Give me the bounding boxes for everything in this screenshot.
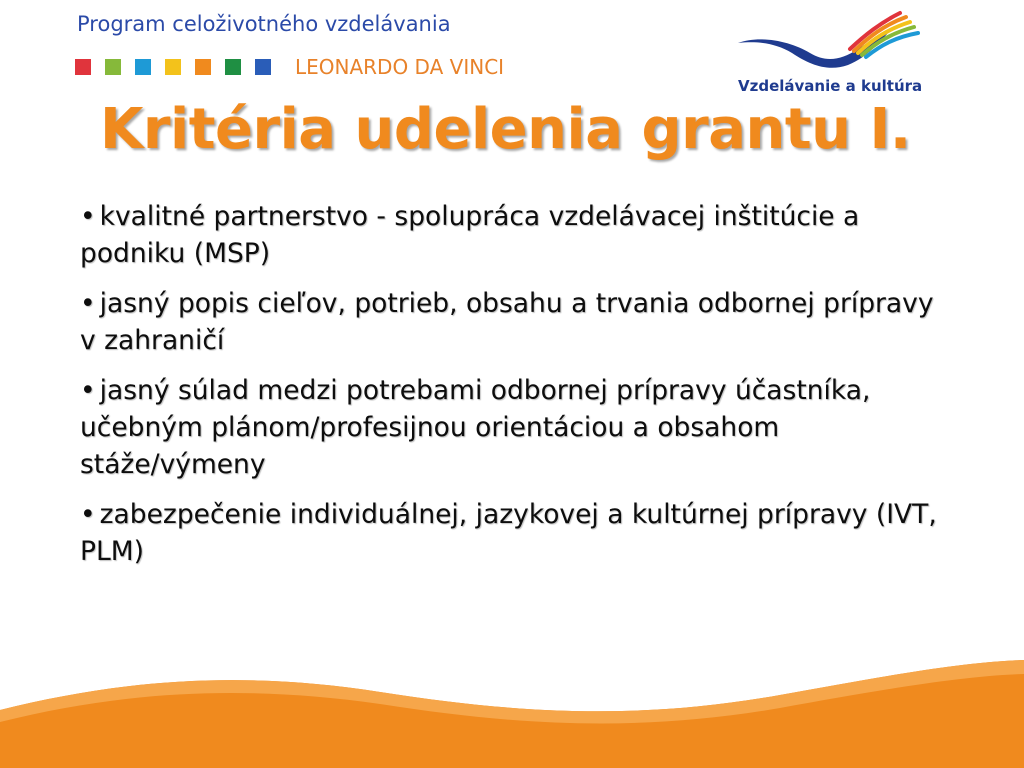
color-square — [105, 59, 121, 75]
bullet-list — [80, 198, 940, 583]
bullet-mark: • — [80, 499, 96, 530]
program-subtitle: LEONARDO DA VINCI — [295, 55, 505, 79]
bullet-text: kvalitné partnerstvo - spolupráca vzdelávacej inštitúcie a podniku (MSP) — [80, 201, 860, 269]
bullet-mark: • — [80, 201, 96, 232]
bullet-item — [80, 285, 940, 359]
color-square — [165, 59, 181, 75]
bullet-item — [80, 372, 940, 483]
slide-title: Kritéria udelenia grantu I. — [100, 97, 911, 162]
bullet-item — [80, 496, 940, 570]
education-culture-logo — [730, 5, 925, 101]
orange-swoosh-decoration — [0, 640, 1024, 768]
bullet-text: zabezpečenie individuálnej, jazykovej a kultúrnej prípravy (IVT, PLM) — [80, 499, 937, 567]
bullet-text: jasný popis cieľov, potrieb, obsahu a trvania odbornej prípravy v zahraničí — [80, 288, 934, 356]
color-square — [135, 59, 151, 75]
logo-caption: Vzdelávanie a kultúra — [738, 77, 923, 95]
color-square — [225, 59, 241, 75]
stylized-bird-icon — [730, 5, 925, 75]
bullet-mark: • — [80, 288, 96, 319]
program-title: Program celoživotného vzdelávania — [77, 12, 451, 36]
bullet-text: jasný súlad medzi potrebami odbornej prípravy účastníka, učebným plánom/profesijnou orientáciou a obsahom stáže/výmeny — [80, 375, 871, 480]
bullet-mark: • — [80, 375, 96, 406]
bullet-item — [80, 198, 940, 272]
color-square — [255, 59, 271, 75]
color-square — [195, 59, 211, 75]
color-square — [75, 59, 91, 75]
